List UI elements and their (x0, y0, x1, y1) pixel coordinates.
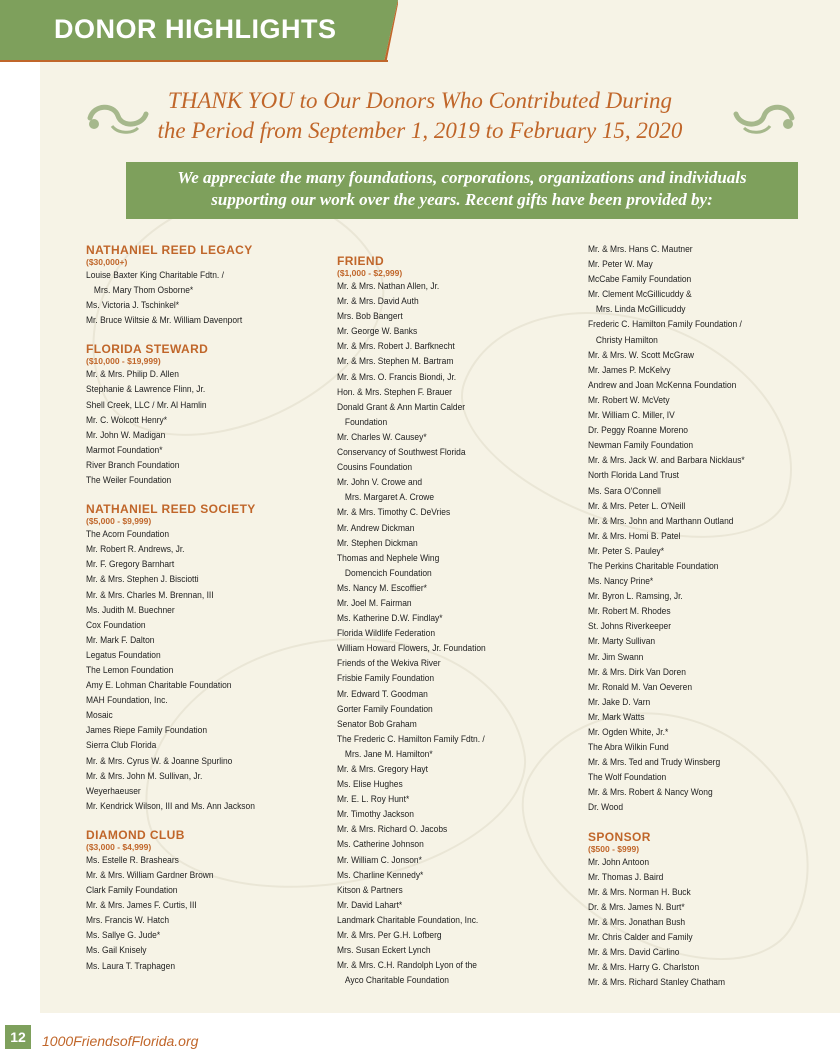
donor-name: Landmark Charitable Foundation, Inc. (337, 914, 479, 926)
tier-heading: DIAMOND CLUB (86, 827, 185, 842)
donor-column-1 (86, 243, 326, 974)
thank-you-line-2: the Period from September 1, 2019 to February 15, 2020 (157, 118, 683, 143)
donor-name: Mr. Robert R. Andrews, Jr. (86, 544, 185, 556)
donor-name: Mr. William C. Miller, IV (588, 410, 675, 422)
page-number: 12 (5, 1025, 31, 1049)
donor-name: Domencich Foundation (344, 567, 432, 579)
donor-name: River Branch Foundation (86, 459, 180, 471)
tier-range: ($10,000 - $19,999) (86, 356, 161, 367)
thank-you-title (120, 86, 720, 146)
donor-name: Legatus Foundation (86, 649, 161, 661)
donor-name: Mr. Joel M. Fairman (337, 597, 412, 609)
donor-name: Mr. John V. Crowe and (337, 477, 423, 489)
donor-name: Cox Foundation (86, 619, 146, 631)
donor-name: Mr. & Mrs. Stephen M. Bartram (337, 356, 454, 368)
donor-name: Mr. & Mrs. Stephen J. Bisciotti (86, 574, 199, 586)
donor-name: Mr. Robert W. McVety (588, 394, 670, 406)
donor-name: Ms. Katherine D.W. Findlay* (337, 613, 443, 625)
donor-name: Ms. Sallye G. Jude* (86, 930, 161, 942)
donor-name: Mr. Clement McGillicuddy & (588, 289, 692, 301)
donor-name: Mr. & Mrs. Timothy C. DeVries (337, 507, 451, 519)
tier-heading: FLORIDA STEWARD (86, 342, 209, 357)
donor-name: Amy E. Lohman Charitable Foundation (86, 680, 232, 692)
donor-name: Christy Hamilton (595, 334, 658, 346)
right-ornament-icon (730, 100, 800, 136)
donor-name: Ms. Laura T. Traphagen (86, 960, 176, 972)
donor-name: Senator Bob Graham (337, 718, 417, 730)
donor-column-3 (588, 242, 828, 990)
page-title: DONOR HIGHLIGHTS (54, 14, 337, 44)
donor-name: Mr. Mark Watts (588, 711, 645, 723)
banner-line-1: We appreciate the many foundations, corporations, organizations and individuals (177, 168, 747, 187)
donor-name: Mr. Andrew Dickman (337, 522, 415, 534)
donor-name: Mr. & Mrs. Jonathan Bush (588, 916, 686, 928)
donor-name: Mr. E. L. Roy Hunt* (337, 794, 410, 806)
donor-name: Dr. & Mrs. James N. Burt* (588, 901, 685, 913)
donor-name: Mr. & Mrs. David Carlino (588, 947, 680, 959)
donor-name: William Howard Flowers, Jr. Foundation (337, 643, 486, 655)
donor-name: Mr. & Mrs. Norman H. Buck (588, 886, 691, 898)
donor-name: Mr. Marty Sullivan (588, 636, 656, 648)
tier-heading: NATHANIEL REED SOCIETY (86, 502, 256, 517)
donor-name: Mr. & Mrs. Nathan Allen, Jr. (337, 281, 440, 292)
donor-name: Mr. Mark F. Dalton (86, 634, 155, 646)
donor-name: Mr. Peter S. Pauley* (588, 545, 665, 557)
donor-name: Ms. Victoria J. Tschinkel* (86, 300, 180, 312)
donor-name: Ayco Charitable Foundation (344, 975, 449, 987)
donor-name: Mr. & Mrs. Peter L. O'Neill (588, 500, 686, 512)
tier-range: ($5,000 - $9,999) (86, 516, 152, 527)
donor-name: Mr. & Mrs. O. Francis Biondi, Jr. (337, 371, 457, 383)
donor-name: Ms. Elise Hughes (337, 779, 403, 791)
donor-name: Mr. & Mrs. Cyrus W. & Joanne Spurlino (86, 755, 233, 767)
donor-name: Mr. & Mrs. Harry G. Charlston (588, 962, 700, 974)
donor-name: Cousins Foundation (337, 462, 413, 474)
donor-name: Clark Family Foundation (86, 885, 178, 897)
donor-name: The Frederic C. Hamilton Family Fdtn. / (337, 733, 485, 745)
donor-name: Mr. James P. McKelvy (588, 364, 671, 376)
donor-name: McCabe Family Foundation (588, 274, 692, 286)
donor-name: Hon. & Mrs. Stephen F. Brauer (337, 386, 452, 398)
donor-name: Mr. David Lahart* (337, 899, 403, 911)
donor-name: Dr. Wood (588, 802, 624, 814)
donor-name: Mr. Edward T. Goodman (337, 688, 428, 700)
donor-name: Mr. & Mrs. James F. Curtis, III (86, 900, 197, 912)
donor-name: Friends of the Wekiva River (337, 658, 441, 670)
donor-name: Mr. & Mrs. Robert J. Barfknecht (337, 341, 455, 353)
tier-heading: SPONSOR (588, 829, 651, 844)
donor-name: The Abra Wilkin Fund (588, 742, 669, 754)
donor-name: Mr. & Mrs. Philip D. Allen (86, 369, 179, 381)
donor-name: Mr. Stephen Dickman (337, 537, 418, 549)
tier-range: ($30,000+) (86, 257, 128, 267)
donor-name: Mr. & Mrs. W. Scott McGraw (588, 349, 695, 361)
donor-name: Mr. & Mrs. Hans C. Mautner (588, 244, 693, 255)
donor-name: James Riepe Family Foundation (86, 725, 208, 737)
donor-name: Mr. & Mrs. Richard O. Jacobs (337, 824, 448, 836)
tier-range: ($3,000 - $4,999) (86, 841, 152, 852)
tier-heading: FRIEND (337, 254, 385, 268)
donor-name: Andrew and Joan McKenna Foundation (588, 379, 737, 391)
donor-name: Mr. Jake D. Varn (588, 696, 651, 708)
donor-name: Ms. Sara O'Connell (588, 485, 661, 497)
donor-name: North Florida Land Trust (588, 470, 680, 482)
donor-name: Gorter Family Foundation (337, 703, 433, 715)
donor-name: Mosaic (86, 710, 113, 722)
thank-you-line-1: THANK YOU to Our Donors Who Contributed During (167, 88, 673, 113)
donor-name: Mr. Robert M. Rhodes (588, 606, 671, 618)
donor-name: Mr. Bruce Wiltsie & Mr. William Davenport (86, 315, 243, 327)
donor-name: The Lemon Foundation (86, 664, 174, 676)
tier-heading: NATHANIEL REED LEGACY (86, 243, 253, 257)
donor-name: St. Johns Riverkeeper (588, 621, 672, 633)
donor-name: Mr. Charles W. Causey* (337, 431, 427, 443)
donor-name: Louise Baxter King Charitable Fdtn. / (86, 270, 224, 281)
donor-name: Ms. Estelle R. Brashears (86, 854, 179, 866)
donor-name: Donald Grant & Ann Martin Calder (337, 401, 466, 413)
donor-name: Frederic C. Hamilton Family Foundation / (588, 319, 742, 331)
donor-name: Dr. Peggy Roanne Moreno (588, 425, 688, 437)
donor-name: Mr. & Mrs. William Gardner Brown (86, 870, 214, 881)
donor-name: Ms. Nancy M. Escoffier* (337, 582, 427, 594)
donor-name: Foundation (344, 416, 388, 428)
donor-name: Mr. Peter W. May (588, 259, 653, 271)
donor-name: Mr. C. Wolcott Henry* (86, 414, 168, 426)
donor-name: Mr. & Mrs. Gregory Hayt (337, 764, 429, 775)
donor-name: Newman Family Foundation (588, 440, 694, 452)
donor-name: Mr. & Mrs. Robert & Nancy Wong (588, 787, 713, 799)
donor-name: Mr. William C. Jonson* (337, 854, 422, 866)
tier-range: ($1,000 - $2,999) (337, 268, 403, 278)
donor-name: Shell Creek, LLC / Mr. Al Hamlin (86, 399, 207, 411)
donor-name: Mr. Ogden White, Jr.* (588, 727, 669, 738)
tier-range: ($500 - $999) (588, 843, 640, 854)
donor-name: Mr. Byron L. Ramsing, Jr. (588, 591, 683, 603)
donor-name: Frisbie Family Foundation (337, 673, 435, 685)
donor-name: The Perkins Charitable Foundation (588, 560, 719, 572)
donor-name: Mrs. Bob Bangert (337, 311, 403, 323)
website-link[interactable]: 1000FriendsofFlorida.org (42, 1033, 199, 1049)
donor-name: Mr. & Mrs. Charles M. Brennan, III (86, 589, 214, 601)
donor-name: Mr. & Mrs. John M. Sullivan, Jr. (86, 770, 203, 782)
donor-name: The Acorn Foundation (86, 529, 170, 541)
donor-name: Mr. Timothy Jackson (337, 809, 414, 821)
donor-name: Mr. John Antoon (588, 856, 650, 868)
donor-name: Kitson & Partners (337, 884, 403, 896)
donor-name: Mr. George W. Banks (337, 326, 418, 338)
donor-name: Mr. & Mrs. Richard Stanley Chatham (588, 977, 726, 989)
donor-name: The Wolf Foundation (588, 772, 667, 784)
donor-name: Ms. Nancy Prine* (588, 576, 654, 588)
donor-name: Mr. Ronald M. Van Oeveren (588, 681, 693, 693)
donor-column-2 (337, 254, 577, 988)
donor-name: Mrs. Margaret A. Crowe (344, 492, 435, 504)
donor-name: Thomas and Nephele Wing (337, 552, 440, 564)
banner-line-2: supporting our work over the years. Recent gifts have been provided by: (211, 190, 713, 209)
donor-name: Mr. & Mrs. Per G.H. Lofberg (337, 930, 442, 942)
donor-name: Mr. Thomas J. Baird (588, 871, 664, 883)
donor-name: Mr. & Mrs. David Auth (337, 296, 419, 308)
donor-name: Mr. John W. Madigan (86, 429, 166, 441)
donor-name: Mrs. Francis W. Hatch (86, 915, 170, 927)
donor-name: Mr. & Mrs. Ted and Trudy Winsberg (588, 757, 721, 769)
appreciation-banner (126, 162, 798, 219)
donor-name: Mr. Kendrick Wilson, III and Ms. Ann Jackson (86, 800, 255, 812)
donor-name: The Weiler Foundation (86, 475, 172, 487)
donor-name: Mr. & Mrs. Jack W. and Barbara Nicklaus* (588, 455, 745, 467)
donor-name: Marmot Foundation* (86, 444, 163, 456)
donor-name: Mrs. Mary Thom Osborne* (93, 285, 194, 297)
donor-name: Mr. & Mrs. John and Marthann Outland (588, 515, 734, 527)
donor-name: Weyerhaeuser (86, 785, 141, 797)
donor-name: Ms. Gail Knisely (86, 945, 147, 957)
donor-name: Sierra Club Florida (86, 740, 157, 752)
donor-name: MAH Foundation, Inc. (86, 695, 168, 707)
donor-name: Mrs. Jane M. Hamilton* (344, 748, 433, 760)
donor-name: Ms. Charline Kennedy* (337, 869, 424, 881)
donor-name: Ms. Catherine Johnson (337, 839, 424, 851)
donor-name: Ms. Judith M. Buechner (86, 604, 175, 616)
donor-name: Mrs. Susan Eckert Lynch (337, 945, 431, 957)
donor-name: Mr. Jim Swann (588, 651, 644, 663)
donor-name: Mr. F. Gregory Barnhart (86, 559, 175, 571)
donor-name: Mrs. Linda McGillicuddy (595, 304, 686, 316)
donor-name: Mr. & Mrs. C.H. Randolph Lyon of the (337, 960, 477, 972)
donor-name: Mr. & Mrs. Homi B. Patel (588, 530, 681, 542)
donor-name: Mr. Chris Calder and Family (588, 932, 693, 944)
donor-name: Florida Wildlife Federation (337, 628, 436, 640)
donor-name: Stephanie & Lawrence Flinn, Jr. (86, 384, 206, 396)
donor-name: Conservancy of Southwest Florida (337, 447, 466, 459)
donor-name: Mr. & Mrs. Dirk Van Doren (588, 666, 686, 678)
